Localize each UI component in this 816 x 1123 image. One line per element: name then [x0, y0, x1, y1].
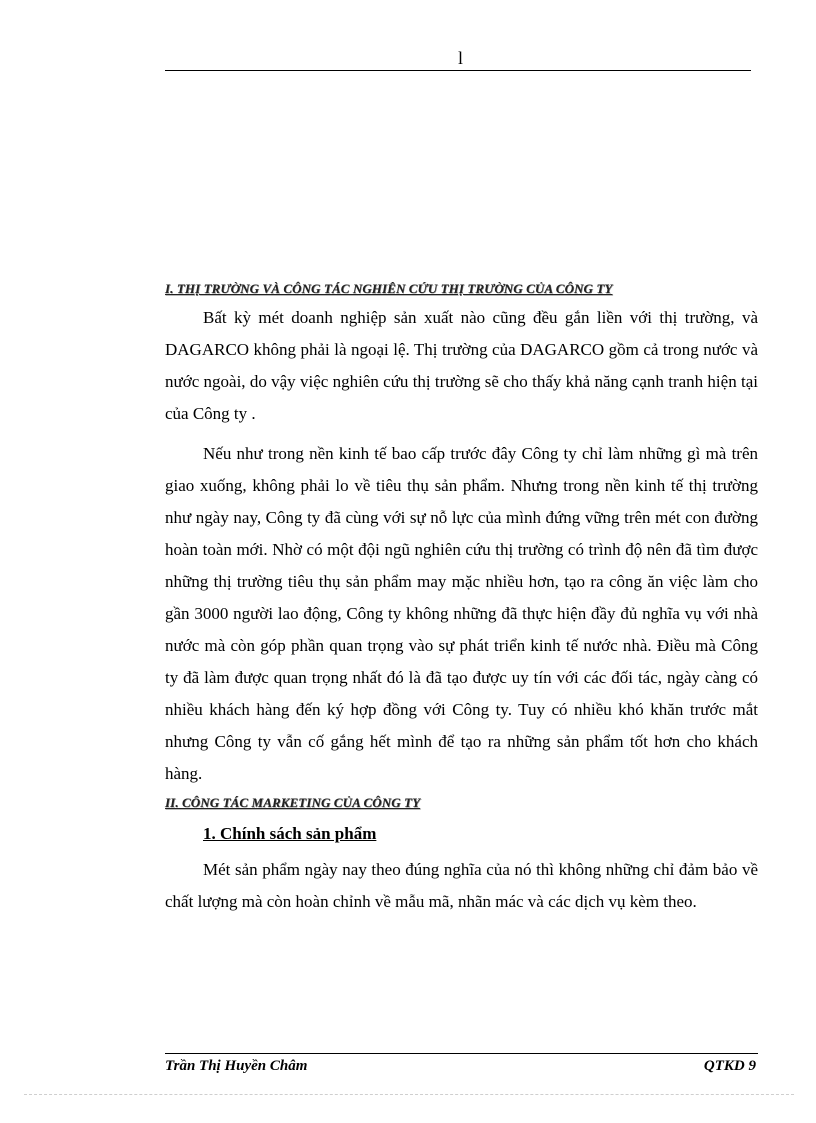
section-1-paragraph-2-text: Nếu như trong nền kinh tế bao cấp trước đây Công ty chỉ làm những gì mà trên giao xuống, không phải lo về tiêu thụ sản phẩm. Nhưng trong nền kinh tế thị trường như ngày nay, Công ty đã cùng với sự nỗ lực của mình đứng vững trên mét con đường hoàn toàn mới. Nhờ có một đội ngũ nghiên cứu thị trường có trình độ nên đã tìm được những thị trường tiêu thụ sản phẩm may mặc nhiều hơn, tạo ra công ăn việc làm cho gần 3000 người lao động, Công ty không những đã thực hiện đầy đủ nghĩa vụ với nhà nước mà còn góp phần quan trọng vào sự phát triển kinh tế nước nhà. Điều mà Công ty đã làm được quan trọng nhất đó là đã tạo được uy tín với các đối tác, ngày càng có nhiều khách hàng đến ký hợp đồng với Công ty. Tuy có nhiều khó khăn trước mắt nhưng Công ty vẫn cố gắng hết mình để tạo ra những sản phẩm tốt hơn cho khách hàng.: [165, 444, 758, 783]
section-1-paragraph-1: [165, 302, 758, 430]
footer-author: Trần Thị Huyền Châm: [165, 1058, 308, 1074]
section-1-paragraph-1-text: Bất kỳ mét doanh nghiệp sản xuất nào cũng đều gắn liền với thị trường, và DAGARCO không phải là ngoại lệ. Thị trường của DAGARCO gồm cả trong nước và nước ngoài, do vậy việc nghiên cứu thị trường sẽ cho thấy khả năng cạnh tranh hiện tại của Công ty .: [165, 308, 758, 423]
section-1-title: I. THỊ TRƯỜNG VÀ CÔNG TÁC NGHIÊN CỨU THỊ TRƯỜNG CỦA CÔNG TY: [165, 281, 613, 296]
footer-class: QTKD 9: [703, 1058, 756, 1074]
section-2-paragraph-1-text: Mét sản phẩm ngày nay theo đúng nghĩa của nó thì không những chỉ đảm bảo về chất lượng mà còn hoàn chỉnh về mẫu mã, nhãn mác và các dịch vụ kèm theo.: [165, 860, 758, 911]
document-body: [165, 276, 758, 918]
page-break-line: [24, 1094, 794, 1095]
footer-divider: [165, 1053, 758, 1054]
section-2-paragraph-1: [165, 854, 758, 918]
subsection-1-title: 1. Chính sách sản phẩm: [203, 824, 377, 843]
header-divider: [165, 70, 751, 71]
page-number: l: [458, 48, 464, 68]
section-2-title: II. CÔNG TÁC MARKETING CỦA CÔNG TY: [165, 795, 421, 810]
section-1-paragraph-2: [165, 438, 758, 790]
